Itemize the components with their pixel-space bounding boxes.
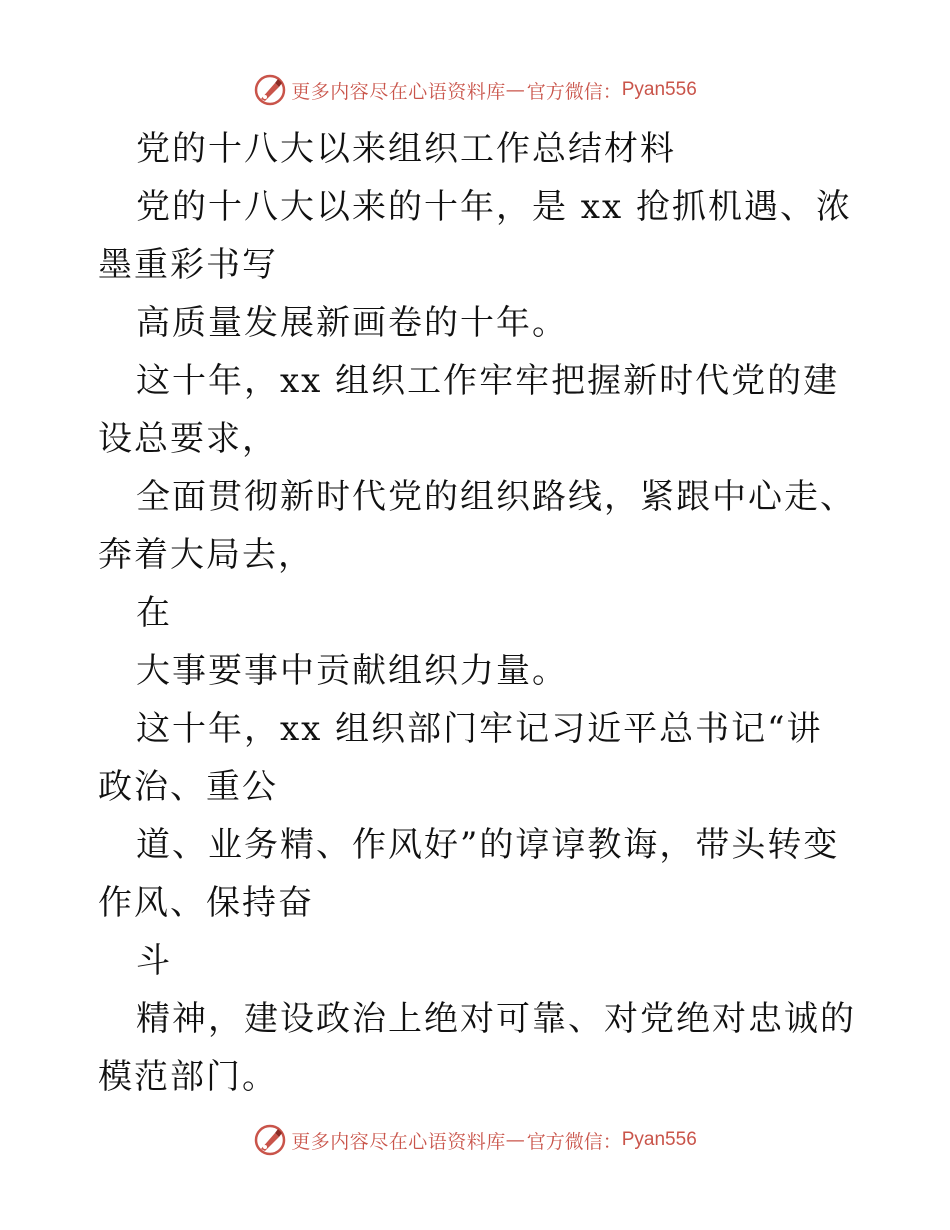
header-wechat-label: 官方微信：: [526, 80, 622, 103]
paragraph: 道、业务精、作风好”的谆谆教诲，带头转变作风、保持奋: [98, 825, 840, 923]
paragraph: 全面贯彻新时代党的组织路线，紧跟中心走、奔着大局去，: [98, 477, 856, 575]
paragraph: 斗: [136, 941, 172, 981]
paragraph: 在: [136, 593, 172, 633]
document-title: 党的十八大以来组织工作总结材料: [136, 129, 676, 169]
paragraph: 精神，建设政治上绝对可靠、对党绝对忠诚的模范部门。: [98, 999, 856, 1097]
footer-banner-text: 更多内容尽在心语资料库: [291, 1130, 506, 1153]
footer-banner: [0, 1120, 950, 1160]
header-banner-dash: —: [505, 79, 525, 101]
paragraph: 这十年，xx 组织部门牢记习近平总书记“讲政治、重公: [98, 709, 823, 807]
pen-logo-icon: [253, 1123, 287, 1157]
header-wechat-id: Pyan556: [621, 79, 697, 100]
footer-wechat-id: Pyan556: [621, 1129, 697, 1150]
pen-logo-icon: [253, 73, 287, 107]
footer-wechat-label: 官方微信：: [526, 1130, 622, 1153]
header-banner-text: 更多内容尽在心语资料库: [291, 80, 506, 103]
paragraph: 高质量发展新画卷的十年。: [136, 303, 568, 343]
document-body: [98, 120, 858, 1106]
footer-banner-dash: —: [505, 1129, 525, 1151]
paragraph: 大事要事中贡献组织力量。: [136, 651, 568, 691]
paragraph: 党的十八大以来的十年，是 xx 抢抓机遇、浓墨重彩书写: [98, 187, 852, 285]
header-banner: [0, 70, 950, 110]
paragraph: 这十年，xx 组织工作牢牢把握新时代党的建设总要求，: [98, 361, 840, 459]
